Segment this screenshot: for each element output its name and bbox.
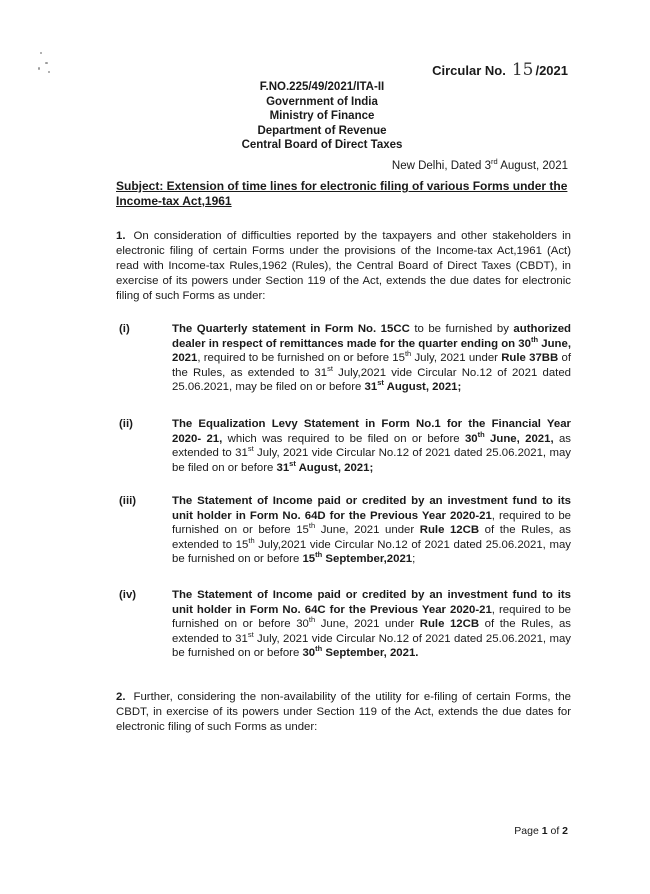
paragraph-number: 1. bbox=[116, 230, 126, 242]
item-numeral: (iii) bbox=[119, 495, 137, 507]
government-line: Government of India bbox=[266, 95, 378, 108]
circular-handwritten-number: 15 bbox=[511, 60, 534, 80]
paragraph-1 bbox=[116, 229, 571, 304]
document-header bbox=[0, 80, 540, 153]
file-number: F.NO.225/49/2021/ITA-II bbox=[259, 81, 385, 93]
ministry-line: Ministry of Finance bbox=[269, 110, 375, 122]
item-text: The Equalization Levy Statement in Form No.1 for the Financial Year 2020- 21, which was required to be filed on or before 30th June, 2021, as extended to 31st July, 2021 vide Circular No.12 of 2021 dated 25.06.2021, may be filed on or before 31st August, 2021; bbox=[172, 418, 572, 474]
circular-number bbox=[432, 60, 568, 80]
paragraph-2 bbox=[116, 690, 571, 735]
item-text: The Statement of Income paid or credited by an investment fund to its unit holder in Form No. 64D for the Previous Year 2020-21, required to be furnished on or before 15th June, 2021 under Rule 12CB of the Rules, as extended to 15th July,2021 vide Circular No.12 of 2021 dated 25.06.2021, may be furnished on or before 15th September,2021; bbox=[172, 495, 571, 566]
scan-speck-marks bbox=[34, 48, 54, 78]
list-item-ii bbox=[116, 417, 571, 475]
item-numeral: (i) bbox=[119, 323, 130, 335]
paragraph-text: Further, considering the non-availability of the utility for e-filing of certain Forms, the CBDT, in exercise of its powers under Section 119 of the Act, extends the due dates for electronic filing of such Forms as under: bbox=[116, 691, 571, 733]
subject-line: Subject: Extension of time lines for electronic filing of various Forms under the Income-tax Act,1961 bbox=[116, 179, 568, 208]
item-text: The Quarterly statement in Form No. 15CC to be furnished by authorized dealer in respect of remittances made for the quarter ending on 30th June, 2021, required to be furnished on or before 15th July, 2021 under Rule 37BB of the Rules, as extended to 31st July,2021 vide Circular No.12 of 2021 dated 25.06.2021, may be filed on or before 31st August, 2021; bbox=[172, 323, 571, 394]
list-item-iii bbox=[116, 494, 571, 567]
item-numeral: (ii) bbox=[119, 418, 133, 430]
list-item-i bbox=[116, 322, 571, 395]
item-text: The Statement of Income paid or credited by an investment fund to its unit holder in Form No. 64C for the Previous Year 2020-21, required to be furnished on or before 30th June, 2021 under Rule 12CB of the Rules, as extended to 31st July, 2021 vide Circular No.12 of 2021 dated 25.06.2021, may be furnished on or before 30th September, 2021. bbox=[172, 589, 571, 660]
circular-label: Circular No. bbox=[432, 63, 506, 78]
place-date: New Delhi, Dated 3rd August, 2021 bbox=[391, 157, 568, 172]
circular-year: /2021 bbox=[535, 63, 568, 78]
department-line: Department of Revenue bbox=[257, 124, 387, 137]
page-number: Page 1 of 2 bbox=[514, 825, 568, 837]
paragraph-text: On consideration of difficulties reported by the taxpayers and other stakeholders in electronic filing of certain Forms under the provisions of the Income-tax Act,1961 (Act) read with Income-tax Rules,1962 (Rules), the Central Board of Direct Taxes (CBDT), in exercise of its powers under Section 119 of the Act, extends the due dates for electronic filing of such Forms as under: bbox=[116, 230, 571, 302]
list-item-iv bbox=[116, 588, 571, 661]
item-numeral: (iv) bbox=[119, 589, 137, 601]
paragraph-number: 2. bbox=[116, 691, 126, 703]
board-line: Central Board of Direct Taxes bbox=[241, 139, 403, 151]
